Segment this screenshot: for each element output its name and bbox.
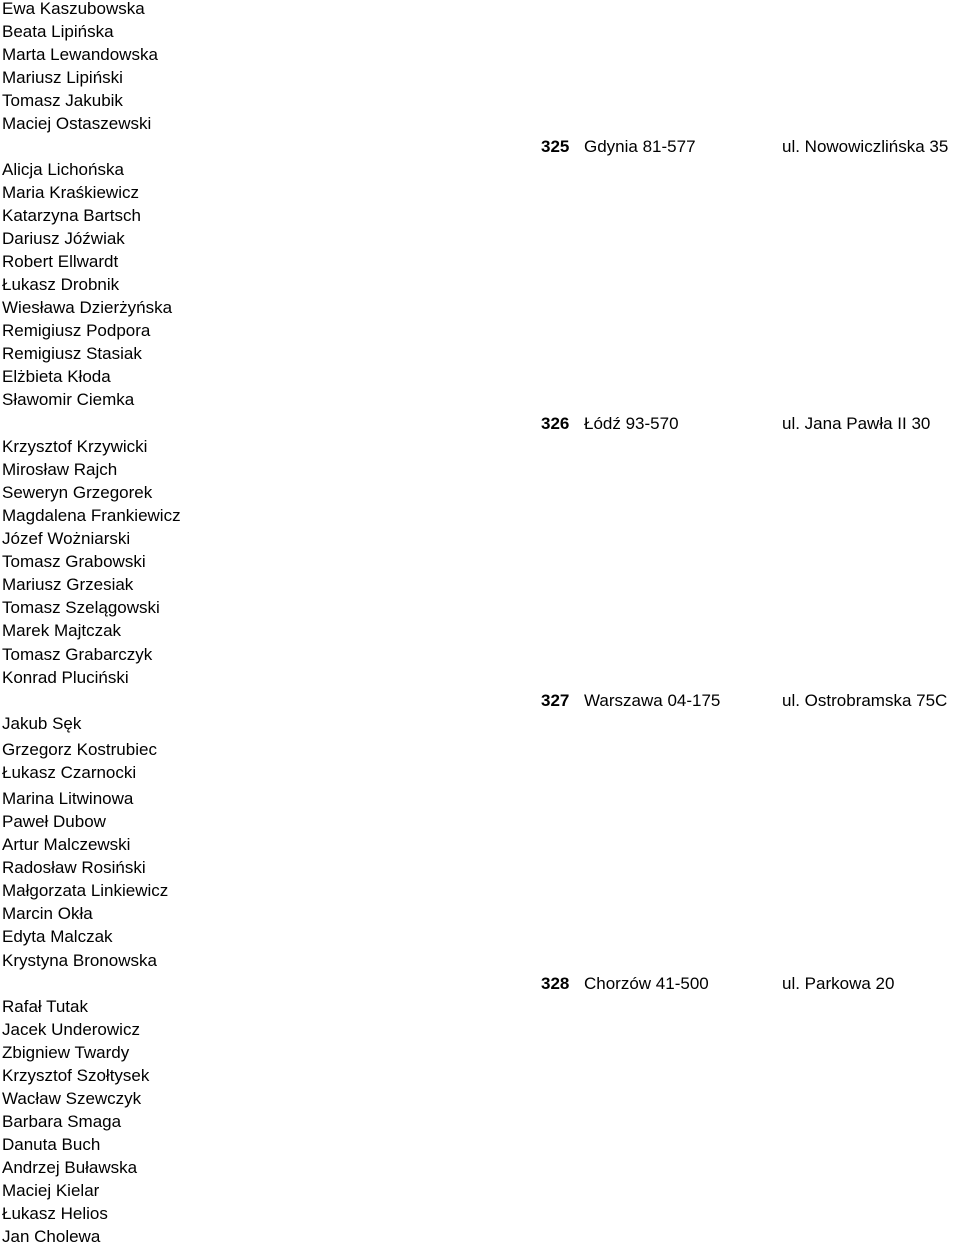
venue-city: Łódź 93-570 <box>584 414 679 433</box>
person-name: Maciej Ostaszewski <box>2 114 152 133</box>
person-name: Tomasz Grabarczyk <box>2 645 153 664</box>
person-name: Maciej Kielar <box>2 1181 100 1200</box>
person-name: Mirosław Rajch <box>2 460 118 479</box>
person-name: Artur Malczewski <box>2 835 131 854</box>
venue-street: ul. Nowowiczlińska 35 <box>782 137 949 156</box>
person-name: Mariusz Grzesiak <box>2 575 134 594</box>
person-name: Seweryn Grzegorek <box>2 483 153 502</box>
venue-number: 328 <box>541 974 570 993</box>
person-name: Beata Lipińska <box>2 22 114 41</box>
person-name: Krzysztof Szołtysek <box>2 1066 150 1085</box>
person-name: Ewa Kaszubowska <box>2 0 145 18</box>
person-name: Krzysztof Krzywicki <box>2 437 148 456</box>
person-name: Łukasz Czarnocki <box>2 763 137 782</box>
person-name: Jan Cholewa <box>2 1227 101 1246</box>
person-name: Wacław Szewczyk <box>2 1089 142 1108</box>
venue-number: 326 <box>541 414 570 433</box>
person-name: Katarzyna Bartsch <box>2 206 141 225</box>
person-name: Krystyna Bronowska <box>2 951 157 970</box>
person-name: Józef Wożniarski <box>2 529 131 548</box>
venue-entry-325 <box>0 137 960 157</box>
person-name: Jacek Underowicz <box>2 1020 140 1039</box>
venue-city: Gdynia 81-577 <box>584 137 696 156</box>
venue-street: ul. Parkowa 20 <box>782 974 895 993</box>
person-name: Łukasz Drobnik <box>2 275 120 294</box>
venue-city: Chorzów 41-500 <box>584 974 709 993</box>
venue-number: 325 <box>541 137 570 156</box>
person-name: Zbigniew Twardy <box>2 1043 130 1062</box>
person-name: Marta Lewandowska <box>2 45 158 64</box>
person-name: Marek Majtczak <box>2 621 122 640</box>
person-name: Maria Kraśkiewicz <box>2 183 139 202</box>
person-name: Grzegorz Kostrubiec <box>2 740 157 759</box>
venue-entry-328 <box>0 974 960 994</box>
person-name: Magdalena Frankiewicz <box>2 506 181 525</box>
person-name: Dariusz Jóźwiak <box>2 229 125 248</box>
person-name: Edyta Malczak <box>2 927 113 946</box>
person-name: Barbara Smaga <box>2 1112 122 1131</box>
person-name: Andrzej Buławska <box>2 1158 138 1177</box>
venue-entry-326 <box>0 414 960 434</box>
person-name: Jakub Sęk <box>2 714 82 733</box>
person-name: Radosław Rosiński <box>2 858 146 877</box>
person-name: Łukasz Helios <box>2 1204 108 1223</box>
person-name: Wiesława Dzierżyńska <box>2 298 173 317</box>
venue-number: 327 <box>541 691 570 710</box>
person-name: Remigiusz Podpora <box>2 321 151 340</box>
person-name: Marina Litwinowa <box>2 789 134 808</box>
venue-street: ul. Jana Pawła II 30 <box>782 414 931 433</box>
person-name: Elżbieta Kłoda <box>2 367 111 386</box>
person-name: Małgorzata Linkiewicz <box>2 881 169 900</box>
person-name: Sławomir Ciemka <box>2 390 135 409</box>
venue-entry-327 <box>0 691 960 711</box>
venue-city: Warszawa 04-175 <box>584 691 721 710</box>
person-name: Tomasz Grabowski <box>2 552 146 571</box>
person-name: Robert Ellwardt <box>2 252 119 271</box>
person-name: Konrad Pluciński <box>2 668 129 687</box>
venue-street: ul. Ostrobramska 75C <box>782 691 948 710</box>
person-name: Alicja Lichońska <box>2 160 124 179</box>
person-name: Tomasz Jakubik <box>2 91 123 110</box>
person-name: Rafał Tutak <box>2 997 88 1016</box>
person-name: Paweł Dubow <box>2 812 106 831</box>
person-name: Tomasz Szelągowski <box>2 598 160 617</box>
person-name: Marcin Okła <box>2 904 93 923</box>
person-name: Mariusz Lipiński <box>2 68 123 87</box>
person-name: Remigiusz Stasiak <box>2 344 142 363</box>
person-name: Danuta Buch <box>2 1135 101 1154</box>
